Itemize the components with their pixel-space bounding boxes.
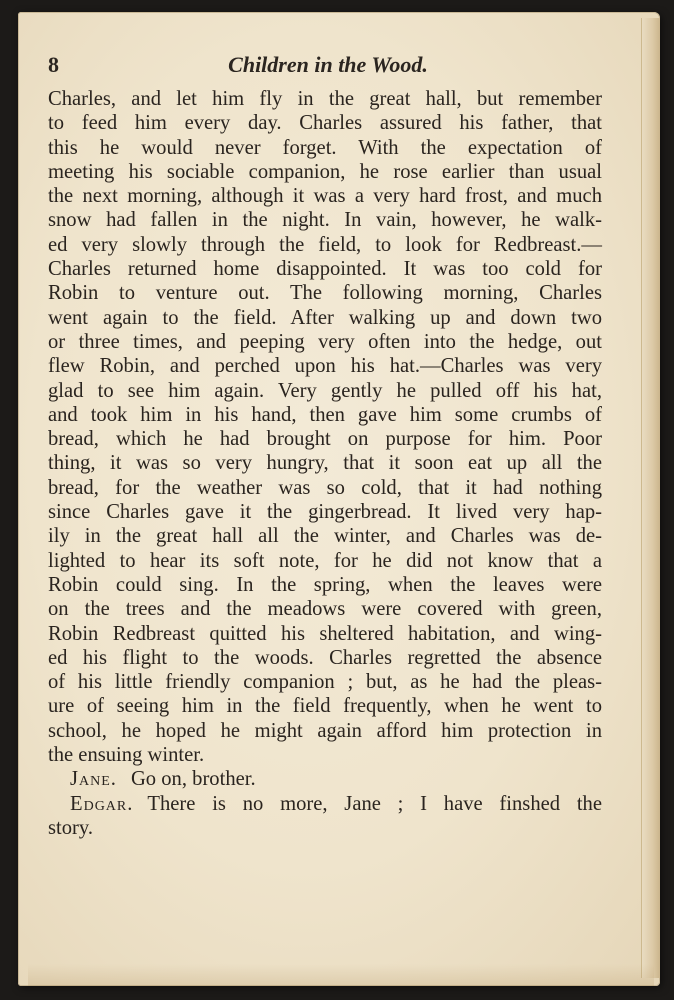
page-bottom-shadow [28, 964, 654, 986]
text-line: to feed him every day. Charles assured his father, that [48, 112, 602, 135]
dialogue-text: There is no more, Jane ; I have finshed the [147, 792, 602, 815]
text-line: went again to the field. After walking up and down two [48, 306, 602, 329]
page-number: 8 [48, 52, 59, 77]
text-line: ed very slowly through the field, to look for Redbreast.— [48, 233, 602, 256]
text-line: ure of seeing him in the field frequently, when he went to [48, 695, 602, 718]
text-line: this he would never forget. With the expectation of [48, 136, 602, 159]
speaker-name: Jane. [70, 768, 117, 791]
text-line: thing, it was so very hungry, that it soon eat up all the [48, 452, 602, 475]
text-line: the next morning, although it was a very hard frost, and much [48, 185, 602, 208]
text-line: since Charles gave it the gingerbread. It lived very hap- [48, 501, 602, 524]
text-line: Charles returned home disappointed. It was too cold for [48, 258, 602, 281]
page-edge [641, 18, 660, 978]
text-line: snow had fallen in the night. In vain, however, he walk- [48, 209, 602, 232]
dialogue-line-edgar [48, 792, 602, 816]
running-head: Children in the Wood. [228, 52, 428, 77]
text-line: Robin could sing. In the spring, when the leaves were [48, 573, 602, 596]
dialogue-text: Go on, brother. [130, 768, 256, 791]
dialogue-line-jane [48, 767, 602, 791]
text-line: glad to see him again. Very gently he pulled off his hat, [48, 379, 602, 402]
text-line: or three times, and peeping very often into the hedge, out [48, 330, 602, 353]
text-line: bread, which he had brought on purpose for him. Poor [48, 428, 602, 451]
text-line: ed his flight to the woods. Charles regretted the absence [48, 646, 602, 669]
text-line: and took him in his hand, then gave him some crumbs of [48, 403, 602, 426]
text-line: Robin Redbreast quitted his sheltered habitation, and wing- [48, 622, 602, 645]
speaker-name: Edgar. [70, 792, 134, 815]
page-header [48, 52, 608, 82]
text-line: ily in the great hall all the winter, and Charles was de- [48, 525, 602, 548]
body-text [48, 87, 602, 840]
text-line: on the trees and the meadows were covered with green, [48, 598, 602, 621]
text-line: of his little friendly companion ; but, as he had the pleas- [48, 671, 602, 694]
final-line: story. [48, 816, 93, 839]
text-line: the ensuing winter. [48, 744, 205, 767]
text-line: bread, for the weather was so cold, that it had nothing [48, 476, 602, 499]
text-line: school, he hoped he might again afford him protection in [48, 719, 602, 742]
text-line: Charles, and let him fly in the great hall, but remember [48, 88, 602, 110]
text-line: meeting his sociable companion, he rose earlier than usual [48, 160, 602, 183]
text-line: lighted to hear its soft note, for he did not know that a [48, 549, 602, 572]
text-line: Robin to venture out. The following morning, Charles [48, 282, 602, 305]
text-line: flew Robin, and perched upon his hat.—Charles was very [48, 355, 602, 378]
